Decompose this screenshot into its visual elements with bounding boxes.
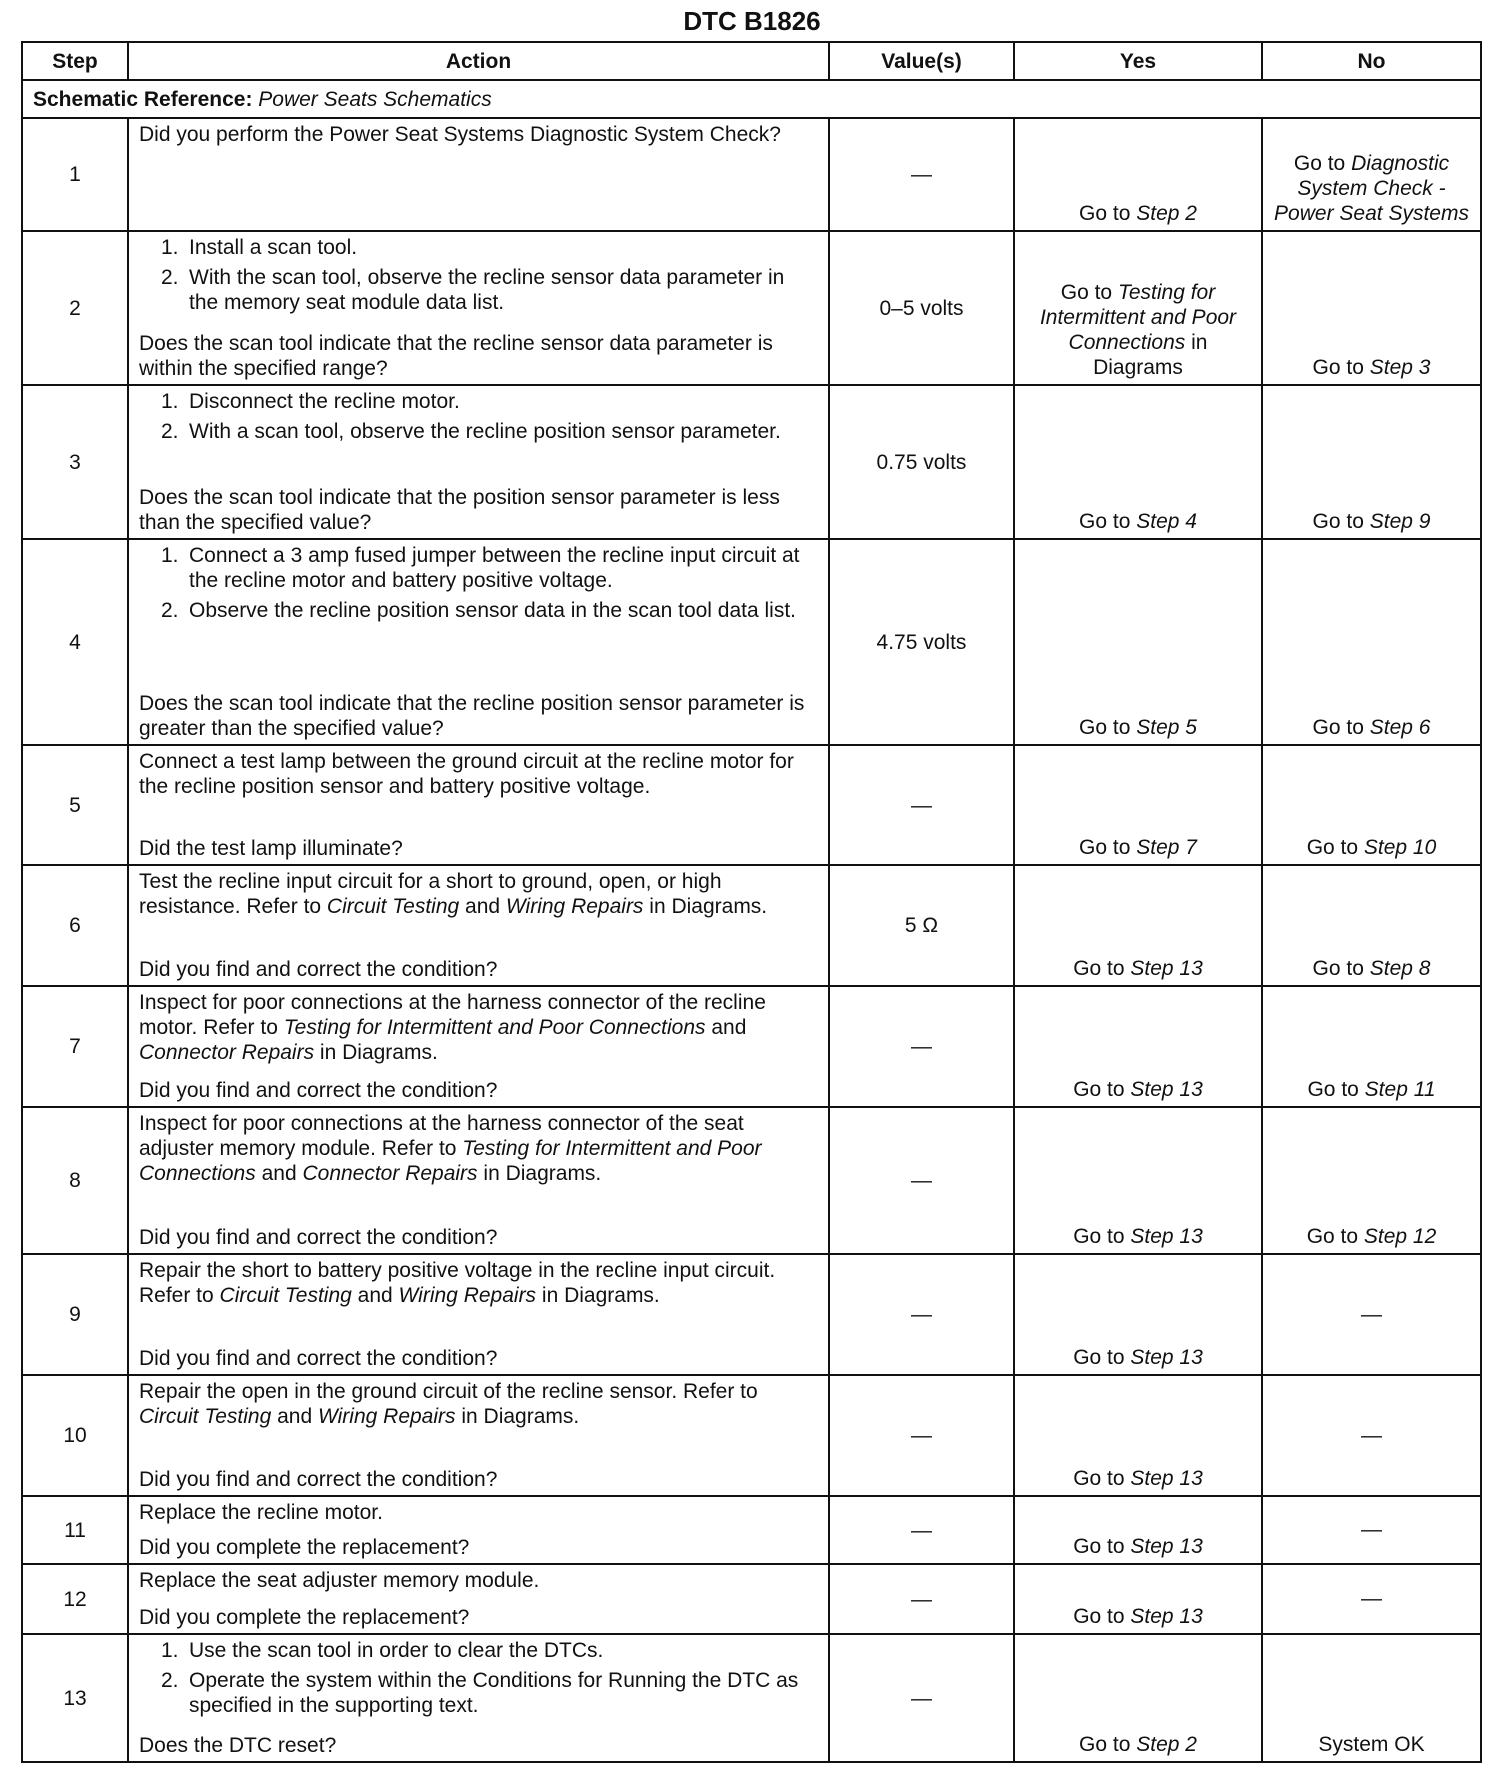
- text-run: Go to: [1307, 1078, 1365, 1101]
- table-row: [22, 865, 1481, 986]
- action-content: [139, 1568, 818, 1630]
- action-steps-list: [139, 389, 818, 444]
- text-run: Does the scan tool indicate that the position sensor parameter is less than the specified value?: [139, 486, 780, 534]
- text-run: Go to: [1312, 957, 1370, 980]
- action-content: [139, 1258, 818, 1371]
- text-run: Go to: [1073, 1225, 1131, 1248]
- table-row: [22, 1107, 1481, 1254]
- reference-link: Testing for Intermittent and Poor Connections: [139, 1137, 762, 1185]
- text-run: —: [1361, 1518, 1382, 1541]
- value-cell: —: [829, 745, 1014, 865]
- value-cell: —: [829, 1564, 1014, 1634]
- action-question: [139, 1078, 818, 1103]
- text-run: Go to: [1079, 716, 1137, 739]
- header-yes: Yes: [1014, 42, 1262, 80]
- action-cell: [128, 986, 829, 1107]
- text-run: System OK: [1318, 1733, 1425, 1756]
- table-row: [22, 231, 1481, 385]
- document-title: DTC B1826: [683, 6, 821, 36]
- reference-link: Testing for Intermittent and Poor Connections: [283, 1016, 706, 1039]
- action-instructions: [139, 749, 818, 799]
- text-run: Go to: [1073, 1605, 1131, 1628]
- list-number: 1.: [161, 1639, 179, 1662]
- action-list-item: [161, 265, 818, 315]
- reference-link: Circuit Testing: [326, 895, 460, 918]
- yes-cell: [1014, 539, 1262, 745]
- action-paragraph: [139, 1111, 818, 1186]
- action-question: [139, 485, 818, 535]
- text-run: Go to: [1079, 510, 1137, 533]
- value-cell: —: [829, 986, 1014, 1107]
- list-text: [189, 265, 818, 315]
- reference-link: Step 6: [1369, 716, 1431, 739]
- value-cell: —: [829, 118, 1014, 231]
- yes-cell: [1014, 231, 1262, 385]
- step-number: 10: [22, 1375, 128, 1496]
- action-instructions: [139, 869, 818, 919]
- no-cell: [1262, 1564, 1481, 1634]
- reference-link: Step 9: [1369, 510, 1431, 533]
- text-run: Go to: [1293, 152, 1352, 175]
- reference-link: Step 10: [1363, 836, 1437, 859]
- text-run: Did you complete the replacement?: [139, 1606, 470, 1629]
- action-instructions: [139, 1111, 818, 1186]
- action-paragraph: [139, 1500, 818, 1525]
- text-run: Go to: [1312, 356, 1370, 379]
- text-run: in Diagrams.: [643, 895, 768, 918]
- text-run: Did you perform the Power Seat Systems Diagnostic System Check?: [139, 123, 781, 146]
- text-run: Go to: [1079, 1733, 1137, 1756]
- text-run: Repair the open in the ground circuit of the recline sensor. Refer to: [139, 1380, 758, 1403]
- text-run: in Diagrams.: [536, 1284, 660, 1307]
- step-number: 11: [22, 1496, 128, 1564]
- action-instructions: [139, 1379, 818, 1429]
- no-cell: [1262, 385, 1481, 539]
- table-row: [22, 745, 1481, 865]
- list-text: [189, 389, 460, 414]
- action-question: [139, 957, 818, 982]
- reference-link: Testing for Intermittent and Poor Connections: [1039, 281, 1237, 354]
- action-cell: [128, 385, 829, 539]
- text-run: and: [459, 895, 506, 918]
- no-cell: [1262, 1496, 1481, 1564]
- action-cell: [128, 1107, 829, 1254]
- table-row: [22, 1254, 1481, 1375]
- text-run: Does the DTC reset?: [139, 1734, 337, 1757]
- value-cell: —: [829, 1496, 1014, 1564]
- text-run: Inspect for poor connections at the harness connector of the recline motor. Refer to: [139, 991, 766, 1039]
- action-question: [139, 331, 818, 381]
- schematic-reference: [22, 80, 1481, 118]
- list-number: 2.: [161, 420, 179, 443]
- no-cell: [1262, 1254, 1481, 1375]
- action-content: [139, 122, 818, 227]
- text-run: Go to: [1079, 836, 1137, 859]
- action-paragraph: [139, 869, 818, 919]
- step-number: 13: [22, 1634, 128, 1762]
- text-run: Test the recline input circuit for a short to ground, open, or high resistance. Refer to: [139, 870, 722, 918]
- yes-cell: [1014, 745, 1262, 865]
- table-row: [22, 986, 1481, 1107]
- list-text: [189, 1638, 603, 1663]
- action-list-item: [161, 1668, 818, 1718]
- action-cell: [128, 745, 829, 865]
- text-run: Repair the short to battery positive voltage in the recline input circuit. Refer to: [139, 1259, 776, 1307]
- header-action: Action: [128, 42, 829, 80]
- action-cell: [128, 118, 829, 231]
- text-run: Did you find and correct the condition?: [139, 1347, 498, 1370]
- action-cell: [128, 865, 829, 986]
- action-instructions: [139, 543, 818, 628]
- list-number: 1.: [161, 544, 179, 567]
- yes-cell: [1014, 986, 1262, 1107]
- step-number: 2: [22, 231, 128, 385]
- list-text: [189, 419, 781, 444]
- yes-cell: [1014, 1107, 1262, 1254]
- list-text: [189, 598, 796, 623]
- reference-link: Step 12: [1363, 1225, 1437, 1248]
- yes-cell: [1014, 1496, 1262, 1564]
- text-run: in Diagrams.: [477, 1162, 602, 1185]
- text-run: Go to: [1060, 281, 1118, 304]
- action-content: [139, 543, 818, 741]
- action-question: [139, 836, 818, 861]
- action-cell: [128, 1496, 829, 1564]
- yes-cell: [1014, 118, 1262, 231]
- action-content: [139, 749, 818, 861]
- action-cell: [128, 1564, 829, 1634]
- action-instructions: [139, 235, 818, 320]
- text-run: Did you complete the replacement?: [139, 1536, 470, 1559]
- list-text: [189, 543, 818, 593]
- reference-link: Step 13: [1130, 1535, 1203, 1558]
- text-run: Did you find and correct the condition?: [139, 1226, 498, 1249]
- no-cell: [1262, 539, 1481, 745]
- text-run: Use the scan tool in order to clear the DTCs.: [189, 1639, 604, 1662]
- action-list-item: [161, 1638, 818, 1663]
- reference-link: Circuit Testing: [219, 1284, 352, 1307]
- text-run: Go to: [1073, 957, 1131, 980]
- header-no: No: [1262, 42, 1481, 80]
- text-run: Go to: [1079, 202, 1137, 225]
- reference-link: Step 5: [1136, 716, 1197, 739]
- schematic-link: Power Seats Schematics: [258, 87, 492, 111]
- action-paragraph: [139, 1568, 818, 1593]
- text-run: Does the scan tool indicate that the recline sensor data parameter is within the specified range?: [139, 332, 773, 380]
- text-run: Go to: [1312, 510, 1370, 533]
- action-cell: [128, 231, 829, 385]
- list-number: 2.: [161, 266, 179, 289]
- text-run: Observe the recline position sensor data in the scan tool data list.: [189, 599, 797, 622]
- table-row: [22, 539, 1481, 745]
- action-instructions: [139, 1638, 818, 1723]
- action-instructions: [139, 122, 818, 147]
- action-steps-list: [139, 1638, 818, 1718]
- yes-cell: [1014, 1375, 1262, 1496]
- step-number: 3: [22, 385, 128, 539]
- step-number: 4: [22, 539, 128, 745]
- step-number: 1: [22, 118, 128, 231]
- no-cell: [1262, 986, 1481, 1107]
- text-run: Did you find and correct the condition?: [139, 958, 498, 981]
- reference-link: Wiring Repairs: [398, 1284, 537, 1307]
- reference-link: Step 4: [1136, 510, 1197, 533]
- table-row: [22, 385, 1481, 539]
- action-question: [139, 1467, 818, 1492]
- reference-link: Step 13: [1130, 1078, 1203, 1101]
- value-cell: —: [829, 1375, 1014, 1496]
- action-instructions: [139, 1500, 818, 1525]
- action-list-item: [161, 543, 818, 593]
- reference-link: Step 13: [1130, 957, 1203, 980]
- text-run: Go to: [1312, 716, 1370, 739]
- action-content: [139, 1111, 818, 1250]
- action-instructions: [139, 1568, 818, 1593]
- text-run: Disconnect the recline motor.: [189, 390, 460, 413]
- table-row: [22, 1564, 1481, 1634]
- text-run: Install a scan tool.: [189, 236, 358, 259]
- reference-link: Wiring Repairs: [318, 1405, 456, 1428]
- no-cell: [1262, 1634, 1481, 1762]
- action-list-item: [161, 419, 818, 444]
- no-cell: [1262, 1375, 1481, 1496]
- reference-link: Step 2: [1136, 202, 1197, 225]
- text-run: Replace the recline motor.: [139, 1501, 383, 1524]
- text-run: Connect a 3 amp fused jumper between the recline input circuit at the recline motor and battery positive voltage.: [189, 544, 800, 592]
- header-value: Value(s): [829, 42, 1014, 80]
- list-number: 2.: [161, 1669, 179, 1692]
- text-run: Go to: [1306, 836, 1364, 859]
- text-run: —: [1361, 1423, 1382, 1447]
- text-run: and: [705, 1016, 747, 1039]
- step-number: 7: [22, 986, 128, 1107]
- text-run: Go to: [1306, 1225, 1364, 1248]
- action-cell: [128, 1634, 829, 1762]
- no-cell: [1262, 118, 1481, 231]
- reference-link: Circuit Testing: [139, 1405, 272, 1428]
- table-row: [22, 118, 1481, 231]
- value-cell: —: [829, 1107, 1014, 1254]
- value-cell: 0.75 volts: [829, 385, 1014, 539]
- text-run: Go to: [1073, 1535, 1131, 1558]
- reference-link: Step 8: [1369, 957, 1431, 980]
- action-question: [139, 1605, 818, 1630]
- action-question: [139, 1535, 818, 1560]
- reference-link: Diagnostic System Check - Power Seat Systems: [1274, 152, 1469, 225]
- yes-cell: [1014, 1634, 1262, 1762]
- no-cell: [1262, 231, 1481, 385]
- reference-link: Step 13: [1130, 1467, 1203, 1490]
- action-cell: [128, 539, 829, 745]
- reference-link: Step 7: [1136, 836, 1197, 859]
- step-number: 9: [22, 1254, 128, 1375]
- reference-link: Connector Repairs: [139, 1041, 315, 1064]
- text-run: and: [271, 1405, 318, 1428]
- table-row: [22, 1375, 1481, 1496]
- text-run: Go to: [1073, 1467, 1131, 1490]
- reference-link: Connector Repairs: [302, 1162, 478, 1185]
- text-run: and: [351, 1284, 399, 1307]
- action-paragraph: [139, 122, 818, 147]
- reference-link: Step 2: [1136, 1733, 1197, 1756]
- yes-cell: [1014, 385, 1262, 539]
- reference-link: Step 11: [1364, 1078, 1436, 1101]
- text-run: Operate the system within the Conditions for Running the DTC as specified in the supporting text.: [189, 1669, 799, 1717]
- action-content: [139, 389, 818, 535]
- action-cell: [128, 1254, 829, 1375]
- text-run: Does the scan tool indicate that the recline position sensor parameter is greater than the specified value?: [139, 692, 805, 740]
- text-run: Did you find and correct the condition?: [139, 1079, 498, 1102]
- action-instructions: [139, 990, 818, 1065]
- action-paragraph: [139, 990, 818, 1065]
- text-run: in Diagrams.: [455, 1405, 580, 1428]
- text-run: Go to: [1073, 1346, 1131, 1369]
- header-step: Step: [22, 42, 128, 80]
- step-number: 8: [22, 1107, 128, 1254]
- action-list-item: [161, 389, 818, 414]
- header-row: [22, 42, 1481, 80]
- reference-link: Step 13: [1130, 1605, 1203, 1628]
- reference-link: Step 13: [1130, 1346, 1203, 1369]
- value-cell: 5 Ω: [829, 865, 1014, 986]
- action-question: [139, 1733, 818, 1758]
- value-cell: 4.75 volts: [829, 539, 1014, 745]
- action-steps-list: [139, 235, 818, 315]
- schematic-reference-row: [22, 80, 1481, 118]
- table-row: [22, 1496, 1481, 1564]
- text-run: Inspect for poor connections at the harness connector of the seat adjuster memory module. Refer to: [139, 1112, 744, 1160]
- action-cell: [128, 1375, 829, 1496]
- text-run: With the scan tool, observe the recline sensor data parameter in the memory seat module data list.: [189, 266, 785, 314]
- value-cell: 0–5 volts: [829, 231, 1014, 385]
- text-run: Did the test lamp illuminate?: [139, 837, 403, 860]
- step-number: 5: [22, 745, 128, 865]
- action-content: [139, 990, 818, 1103]
- action-steps-list: [139, 543, 818, 623]
- action-instructions: [139, 1258, 818, 1308]
- text-run: With a scan tool, observe the recline position sensor parameter.: [189, 420, 781, 443]
- action-content: [139, 235, 818, 381]
- text-run: Replace the seat adjuster memory module.: [139, 1569, 540, 1592]
- yes-cell: [1014, 1564, 1262, 1634]
- action-paragraph: [139, 749, 818, 799]
- action-content: [139, 1379, 818, 1492]
- list-number: 2.: [161, 599, 179, 622]
- yes-cell: [1014, 865, 1262, 986]
- text-run: Go to: [1073, 1078, 1131, 1101]
- no-cell: [1262, 1107, 1481, 1254]
- list-text: [189, 1668, 818, 1718]
- action-content: [139, 869, 818, 982]
- list-number: 1.: [161, 236, 179, 259]
- no-cell: [1262, 865, 1481, 986]
- reference-link: Step 13: [1130, 1225, 1203, 1248]
- table-row: [22, 1634, 1481, 1762]
- action-question: [139, 1225, 818, 1250]
- text-run: Did you find and correct the condition?: [139, 1468, 498, 1491]
- reference-link: Wiring Repairs: [505, 895, 644, 918]
- reference-link: Step 3: [1369, 356, 1431, 379]
- text-run: in Diagrams.: [314, 1041, 438, 1064]
- diagnostic-table: [21, 41, 1482, 1763]
- action-content: [139, 1638, 818, 1758]
- action-content: [139, 1500, 818, 1560]
- action-list-item: [161, 235, 818, 260]
- text-run: and: [255, 1162, 303, 1185]
- yes-cell: [1014, 1254, 1262, 1375]
- text-run: in Diagrams: [1093, 331, 1208, 379]
- text-run: —: [1361, 1302, 1382, 1326]
- value-cell: —: [829, 1254, 1014, 1375]
- no-cell: [1262, 745, 1481, 865]
- action-question: [139, 691, 818, 741]
- list-text: [189, 235, 357, 260]
- action-paragraph: [139, 1379, 818, 1429]
- step-number: 6: [22, 865, 128, 986]
- schematic-label: Schematic Reference:: [33, 87, 253, 111]
- list-number: 1.: [161, 390, 179, 413]
- value-cell: —: [829, 1634, 1014, 1762]
- text-run: Connect a test lamp between the ground circuit at the recline motor for the recline position sensor and battery positive voltage.: [139, 750, 794, 798]
- step-number: 12: [22, 1564, 128, 1634]
- action-list-item: [161, 598, 818, 623]
- action-instructions: [139, 389, 818, 449]
- text-run: —: [1361, 1587, 1382, 1610]
- action-question: [139, 1346, 818, 1371]
- action-paragraph: [139, 1258, 818, 1308]
